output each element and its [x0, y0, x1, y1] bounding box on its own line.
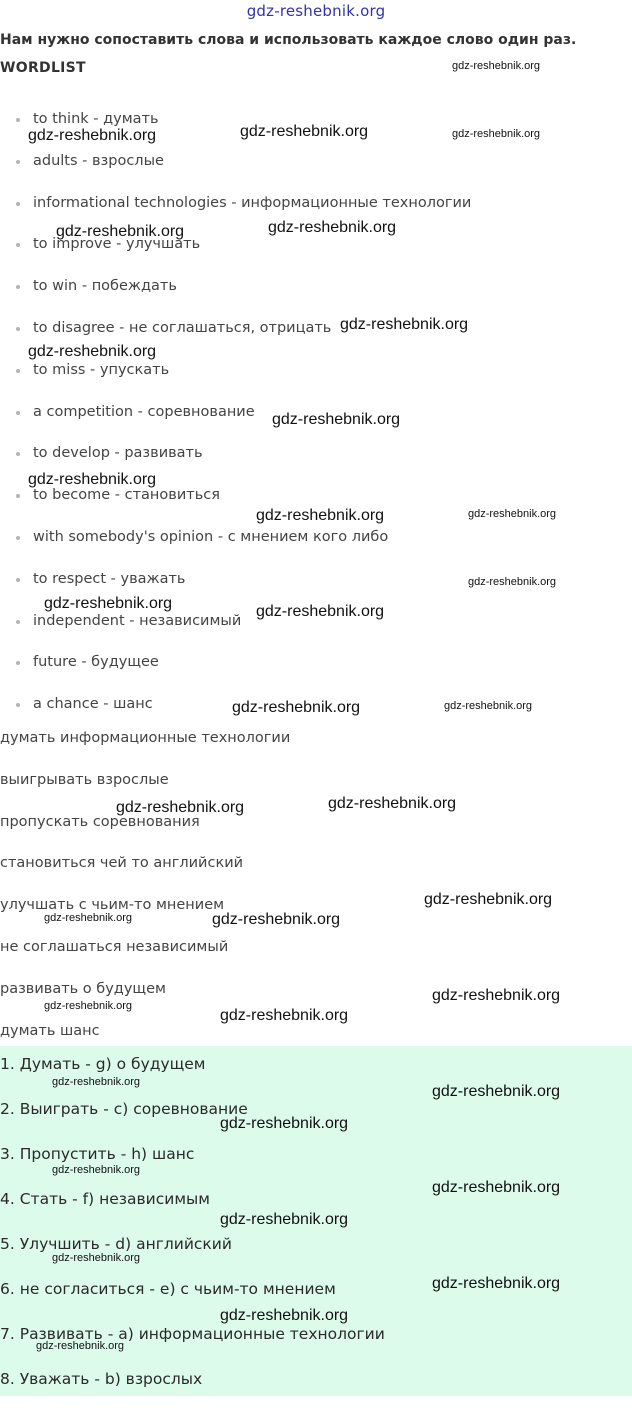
watermark: gdz-reshebnik.org — [468, 508, 557, 520]
wordlist-item: independent - независимый — [0, 610, 471, 652]
watermark: gdz-reshebnik.org — [432, 1179, 561, 1196]
pair-line: развивать о будущем — [0, 980, 166, 997]
bullet-icon — [16, 620, 20, 624]
pair-line: становиться чей то английский — [0, 855, 244, 872]
watermark: gdz-reshebnik.org — [240, 123, 369, 140]
wordlist-item: to think - думать — [0, 108, 471, 150]
bullet-icon — [16, 703, 20, 707]
wordlist-item: to develop - развивать — [0, 442, 471, 484]
watermark: gdz-reshebnik.org — [220, 1115, 349, 1132]
pair-line: думать информационные технологии — [0, 730, 291, 746]
bullet-icon — [16, 118, 20, 122]
watermark: gdz-reshebnik.org — [452, 128, 541, 140]
pair-line: не соглашаться независимый — [0, 938, 229, 955]
watermark: gdz-reshebnik.org — [328, 795, 457, 812]
watermark: gdz-reshebnik.org — [44, 912, 133, 924]
answer-line: 5. Улучшить - d) английский — [0, 1235, 232, 1253]
pair-line: улучшать с чьим-то мнением — [0, 897, 225, 914]
site-title: gdz-reshebnik.org — [246, 2, 386, 20]
answer-line: 3. Пропустить - h) шанс — [0, 1145, 195, 1163]
watermark: gdz-reshebnik.org — [432, 1275, 561, 1292]
bullet-icon — [16, 494, 20, 498]
watermark: gdz-reshebnik.org — [268, 219, 397, 236]
watermark: gdz-reshebnik.org — [272, 411, 401, 428]
bullet-icon — [16, 285, 20, 289]
watermark: gdz-reshebnik.org — [44, 1000, 133, 1012]
wordlist-item: to win - побеждать — [0, 275, 471, 317]
watermark: gdz-reshebnik.org — [28, 343, 157, 360]
watermark: gdz-reshebnik.org — [432, 1083, 561, 1100]
watermark: gdz-reshebnik.org — [52, 1164, 141, 1176]
watermark: gdz-reshebnik.org — [52, 1252, 141, 1264]
wordlist — [0, 108, 471, 735]
wordlist-item: a competition - соревнование — [0, 401, 471, 443]
answer-line: 1. Думать - g) о будущем — [0, 1055, 206, 1073]
bullet-icon — [16, 160, 20, 164]
wordlist-item: to miss - упускать — [0, 359, 471, 401]
pair-line: выигрывать взрослые — [0, 771, 169, 788]
watermark: gdz-reshebnik.org — [52, 1076, 141, 1088]
answer-line: 8. Уважать - b) взрослых — [0, 1370, 203, 1388]
answer-line: 4. Стать - f) независимым — [0, 1190, 210, 1208]
pair-line: думать шанс — [0, 1022, 100, 1039]
watermark: gdz-reshebnik.org — [28, 127, 157, 144]
watermark: gdz-reshebnik.org — [340, 316, 469, 333]
watermark: gdz-reshebnik.org — [432, 987, 561, 1004]
wordlist-item: to become - становиться — [0, 484, 471, 526]
watermark: gdz-reshebnik.org — [256, 507, 385, 524]
watermark: gdz-reshebnik.org — [220, 1007, 349, 1024]
bullet-icon — [16, 536, 20, 540]
answer-line: 6. не согласиться - e) с чьим-то мнением — [0, 1280, 336, 1298]
answer-line: 2. Выиграть - c) соревнование — [0, 1100, 248, 1118]
watermark: gdz-reshebnik.org — [56, 223, 185, 240]
bullet-icon — [16, 202, 20, 206]
answer-list — [0, 1053, 385, 1413]
wordlist-item: to respect - уважать — [0, 568, 471, 610]
wordlist-item: to improve - улучшать — [0, 233, 471, 275]
bullet-icon — [16, 452, 20, 456]
watermark: gdz-reshebnik.org — [28, 471, 157, 488]
watermark: gdz-reshebnik.org — [256, 603, 385, 620]
watermark: gdz-reshebnik.org — [232, 699, 361, 716]
wordlist-item: with somebody's opinion - с мнением кого либо — [0, 526, 471, 568]
watermark: gdz-reshebnik.org — [220, 1211, 349, 1228]
bullet-icon — [16, 661, 20, 665]
watermark: gdz-reshebnik.org — [468, 576, 557, 588]
watermark: gdz-reshebnik.org — [36, 1340, 125, 1352]
watermark: gdz-reshebnik.org — [424, 891, 553, 908]
bullet-icon — [16, 411, 20, 415]
wordlist-item: future - будущее — [0, 651, 471, 693]
wordlist-heading: WORDLIST — [0, 60, 86, 76]
bullet-icon — [16, 578, 20, 582]
bullet-icon — [16, 369, 20, 373]
watermark: gdz-reshebnik.org — [116, 799, 245, 816]
watermark: gdz-reshebnik.org — [220, 1307, 349, 1324]
wordlist-item: a chance - шанс — [0, 693, 471, 735]
wordlist-item: to disagree - не соглашаться, отрицать — [0, 317, 471, 359]
bullet-icon — [16, 243, 20, 247]
watermark: gdz-reshebnik.org — [452, 60, 541, 72]
wordlist-item: informational technologies - информационные технологии — [0, 192, 471, 234]
bullet-icon — [16, 327, 20, 331]
watermark: gdz-reshebnik.org — [44, 595, 173, 612]
watermark: gdz-reshebnik.org — [212, 911, 341, 928]
pair-line: пропускать соревнования — [0, 813, 200, 830]
wordlist-item: adults - взрослые — [0, 150, 471, 192]
answer-line: 7. Развивать - a) информационные технологии — [0, 1325, 385, 1343]
task-instruction: Нам нужно сопоставить слова и использовать каждое слово один раз. — [0, 32, 577, 48]
watermark: gdz-reshebnik.org — [444, 700, 533, 712]
